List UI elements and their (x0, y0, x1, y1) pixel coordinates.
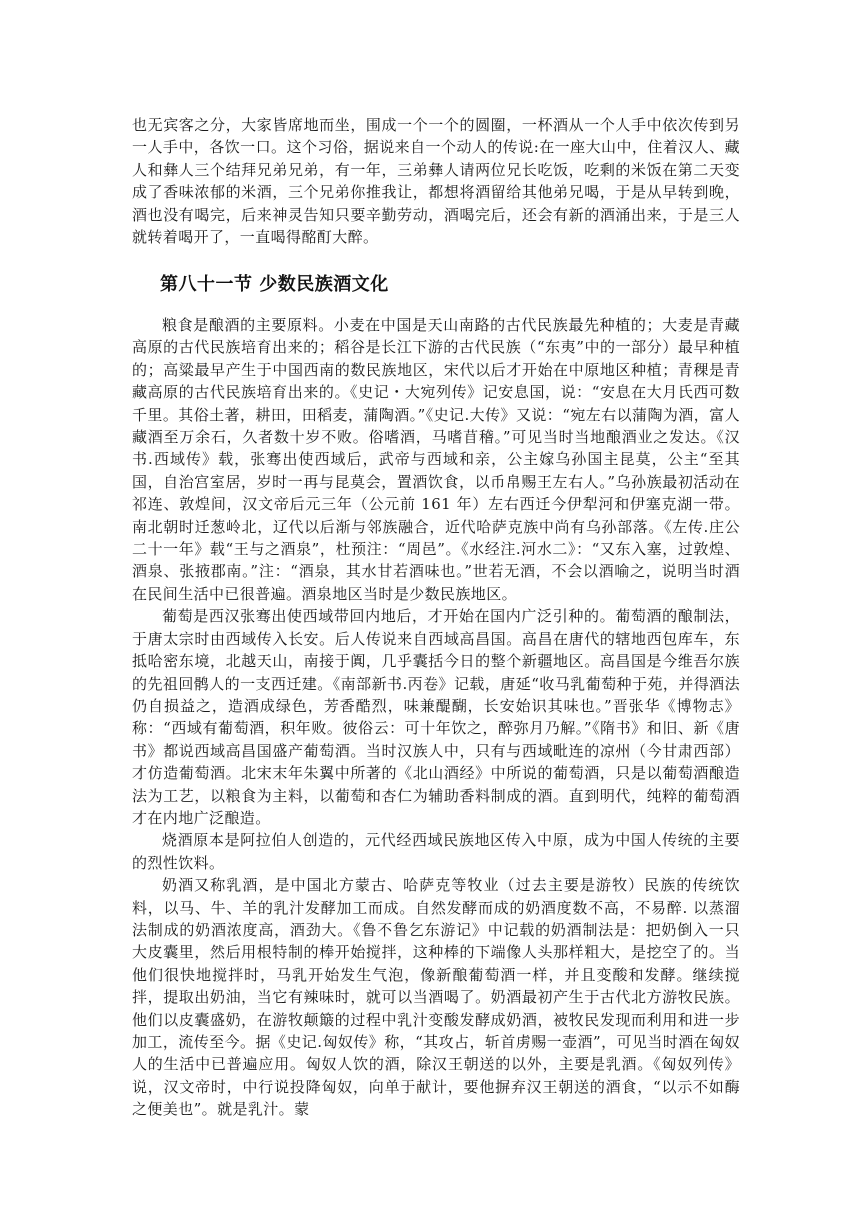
intro-paragraph-block (132, 114, 740, 248)
section-heading: 第八十一节 少数民族酒文化 (160, 274, 389, 295)
intro-paragraph: 也无宾客之分，大家皆席地而坐，围成一个一个的圆圈，一杯酒从一个人手中依次传到另一人手中，各饮一口。这个习俗，据说来自一个动人的传说:在一座大山中，住着汉人、藏人和彝人三个结拜兄弟兄弟，有一年，三弟彝人请两位兄长吃饭，吃剩的米饭在第二天变成了香味浓郁的米酒，三个兄弟你推我让，都想将酒留给其他弟兄喝，于是从早转到晚，酒也没有喝完，后来神灵告知只要辛勤劳动，酒喝完后，还会有新的酒涌出来，于是三人就转着喝开了，一直喝得酩酊大醉。 (132, 116, 740, 247)
body-paragraph: 奶酒又称乳酒，是中国北方蒙古、哈萨克等牧业（过去主要是游牧）民族的传统饮料，以马、牛、羊的乳汁发酵加工而成。自然发酵而成的奶酒度数不高，不易醉. 以蒸溜法制成的奶酒浓度高，酒劲大。《鲁不鲁乞东游记》中记载的奶酒制法是：把奶倒入一只大皮囊里，然后用根特制的棒开始搅拌，这种棒的下端像人头那样粗大，是挖空了的。当他们很快地搅拌时，马乳开始发生气泡，像新酿葡萄酒一样，并且变酸和发酵。继续搅拌，提取出奶油，当它有辣味时，就可以当酒喝了。奶酒最初产生于古代北方游牧民族。他们以皮囊盛奶，在游牧颠簸的过程中乳汁变酸发酵成奶酒，被牧民发现而利用和进一步加工，流传至今。据《史记.匈奴传》称，“其攻占，斩首虏赐一壶酒”，可见当时酒在匈奴人的生活中已普遍应用。匈奴人饮的酒，除汉王朝送的以外，主要是乳酒。《匈奴列传》说，汉文帝时，中行说投降匈奴，向单于献计，要他摒弃汉王朝送的酒食，“以示不如酶之便美也”。就是乳汁。蒙 (132, 876, 740, 1119)
body-paragraph: 葡萄是西汉张骞出使西域带回内地后，才开始在国内广泛引种的。葡萄酒的酿制法，于唐太宗时由西域传入长安。后人传说来自西域高昌国。高昌在唐代的辖地西包库车，东抵哈密东境，北越天山，南接于阗，几乎囊括今日的整个新疆地区。高昌国是今维吾尔族的先祖回鹘人的一支西迁建。《南部新书.丙卷》记载，唐延“收马乳葡萄种于苑，并得酒法仍自损益之，造酒成绿色，芳香酷烈，味兼醍醐，长安始识其味也。”晋张华《博物志》称：“西域有葡萄酒，积年败。彼俗云：可十年饮之，醉弥月乃解。”《隋书》和旧、新《唐书》都说西域高昌国盛产葡萄酒。当时汉族人中，只有与西域毗连的凉州（今甘肃西部）才仿造葡萄酒。北宋末年朱翼中所著的《北山酒经》中所说的葡萄酒，只是以葡萄酒酿造法为工艺，以粮食为主料，以葡萄和杏仁为辅助香料制成的酒。直到明代，纯粹的葡萄酒才在内地广泛酿造。 (132, 607, 740, 827)
body-paragraph: 粮食是酿酒的主要原料。小麦在中国是天山南路的古代民族最先种植的；大麦是青藏高原的古代民族培育出来的；稻谷是长江下游的古代民族（“东夷”中的一部分）最早种植的；高粱最早产生于中国西南的数民族地区，宋代以后才开始在中原地区种植；青稞是青藏高原的古代民族培育出来的。《史记・大宛列传》记安息国，说：“安息在大月氏西可数千里。其俗土著，耕田，田稻麦，蒲陶酒。”《史记.大传》又说：“宛左右以蒲陶为酒，富人藏酒至万余石，久者数十岁不败。俗嗜酒，马嗜苜稽。”可见当时当地酿酒业之发达。《汉书.西域传》载，张骞出使西域后，武帝与西域和亲，公主嫁乌孙国主昆莫，公主“至其国，自治宫室居，岁时一再与昆莫会，置酒饮食，以币帛赐王左右人。”乌孙族最初活动在祁连、敦煌间，汉文帝后元三年（公元前 161 年）左右西迁今伊犁河和伊塞克湖一带。南北朝时迁葱岭北，辽代以后渐与邻族融合，近代哈萨克族中尚有乌孙部落。《左传.庄公二十一年》载“王与之酒泉”，杜预注：“周邑”。《水经注.河水二》：“又东入塞，过敦煌、酒泉、张掖郡南。”注：“酒泉，其水甘若酒味也。”世若无酒，不会以酒喻之，说明当时酒在民间生活中已很普遍。酒泉地区当时是少数民族地区。 (132, 316, 740, 603)
section-body (132, 314, 740, 1121)
body-paragraph: 烧酒原本是阿拉伯人创造的，元代经西域民族地区传入中原，成为中国人传统的主要的烈性饮料。 (132, 831, 740, 872)
